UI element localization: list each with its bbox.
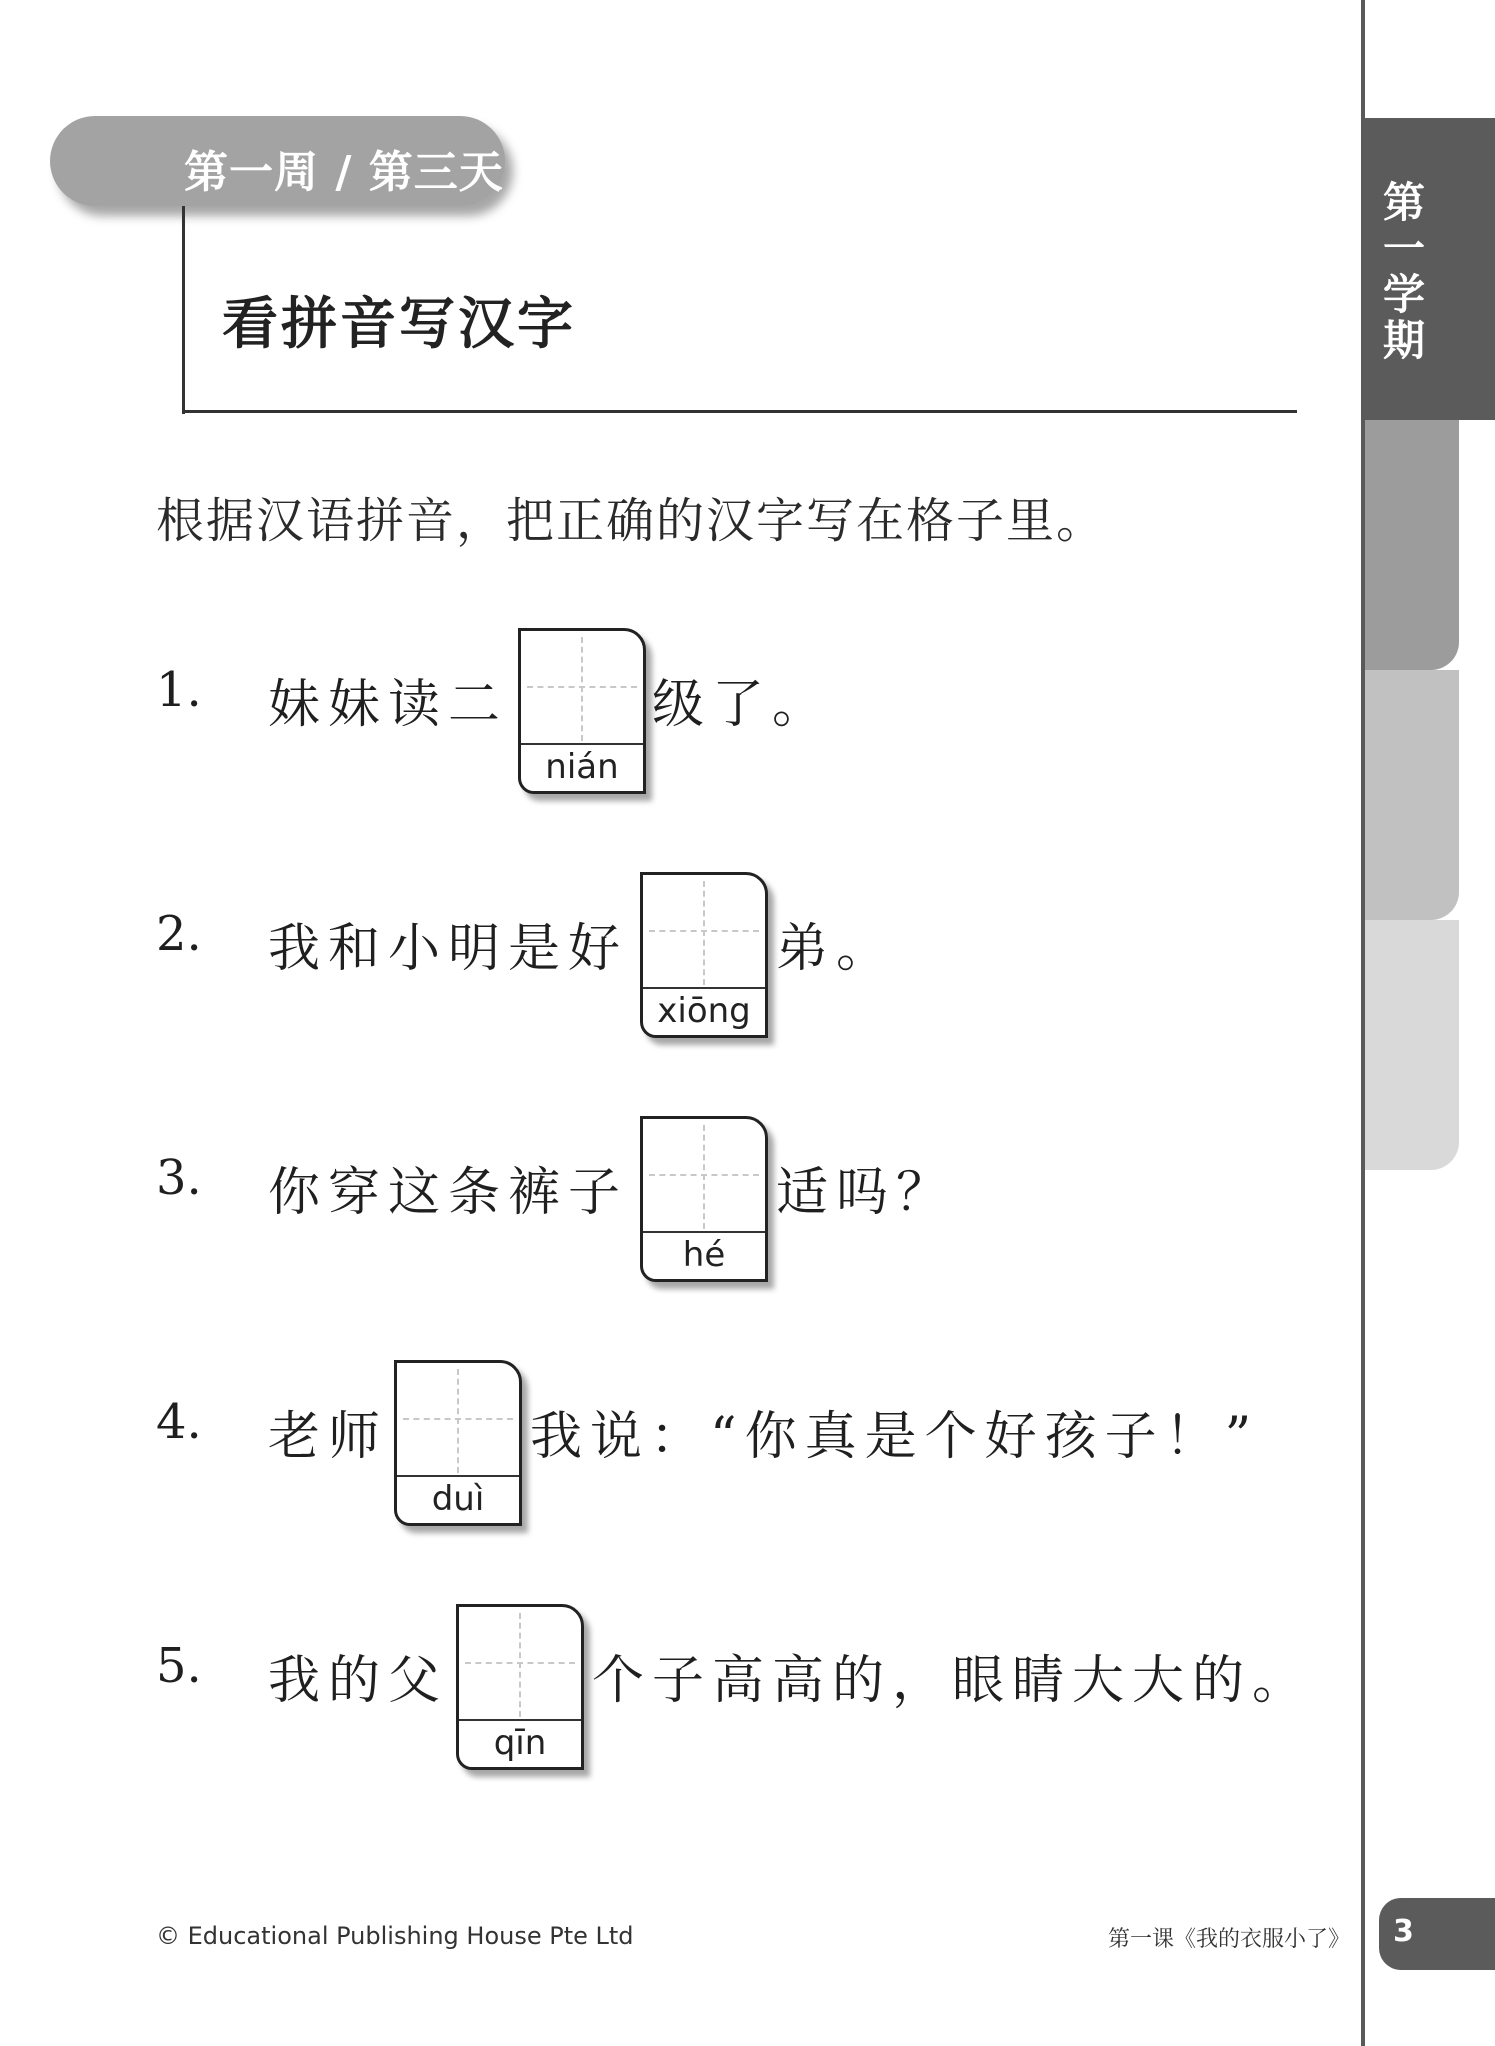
question-number: 1.: [156, 662, 202, 718]
writing-grid[interactable]: [643, 1119, 765, 1231]
question-3: [156, 1116, 1306, 1286]
instruction-text: 根据汉语拼音，把正确的汉字写在格子里。: [156, 493, 1107, 549]
copyright-notice: © Educational Publishing House Pte Ltd: [156, 1922, 634, 1950]
question-text-after: 个子高高的，眼睛大大的。: [592, 1651, 1313, 1711]
question-1: [156, 628, 1306, 798]
question-5: [156, 1604, 1313, 1774]
tab-term-one: [1365, 118, 1495, 420]
pinyin-hint: qīn: [493, 1723, 547, 1763]
question-text-before: 我和小明是好: [268, 919, 629, 979]
question-number: 5.: [156, 1638, 202, 1694]
question-number: 2.: [156, 906, 202, 962]
writing-grid[interactable]: [459, 1607, 581, 1719]
question-text-after: 弟。: [776, 919, 897, 979]
question-number: 3.: [156, 1150, 202, 1206]
tab-label-text: 第一学期: [1382, 178, 1425, 365]
question-4: [156, 1360, 1306, 1530]
answer-box[interactable]: [394, 1360, 522, 1526]
frame-bottom-border: [182, 410, 1297, 413]
page-number-badge: [1379, 1898, 1495, 1970]
pinyin-hint: nián: [545, 747, 619, 787]
lesson-title: 第一课《我的衣服小了》: [1108, 1927, 1351, 1952]
section-title: 看拼音写汉字: [222, 292, 576, 357]
week-day-label: 第一周 / 第三天: [184, 147, 504, 198]
tab-term-one-label: [1365, 180, 1443, 364]
week-day-banner: [50, 116, 505, 206]
answer-box[interactable]: [518, 628, 646, 794]
question-text-before: 妹妹读二: [268, 675, 509, 735]
question-text-after: 级了。: [652, 675, 833, 735]
question-text-after: 适吗？: [776, 1163, 957, 1223]
question-text-after: 我说：“你真是个好孩子！”: [530, 1407, 1260, 1467]
answer-box[interactable]: [456, 1604, 584, 1770]
question-text-before: 老师: [268, 1407, 389, 1467]
question-2: [156, 872, 1306, 1042]
question-text-before: 我的父: [268, 1651, 449, 1711]
pinyin-hint: duì: [431, 1479, 485, 1519]
page-number: 3: [1393, 1914, 1414, 1949]
pinyin-hint: xiōng: [657, 991, 751, 1031]
question-number: 4.: [156, 1394, 202, 1450]
tab-section-4: [1365, 920, 1459, 1170]
tab-section-2: [1365, 420, 1459, 670]
pinyin-hint: hé: [682, 1235, 726, 1275]
writing-grid[interactable]: [397, 1363, 519, 1475]
answer-box[interactable]: [640, 872, 768, 1038]
question-text-before: 你穿这条裤子: [268, 1163, 629, 1223]
writing-grid[interactable]: [521, 631, 643, 743]
writing-grid[interactable]: [643, 875, 765, 987]
tab-section-3: [1365, 670, 1459, 920]
frame-left-border: [182, 206, 185, 414]
answer-box[interactable]: [640, 1116, 768, 1282]
